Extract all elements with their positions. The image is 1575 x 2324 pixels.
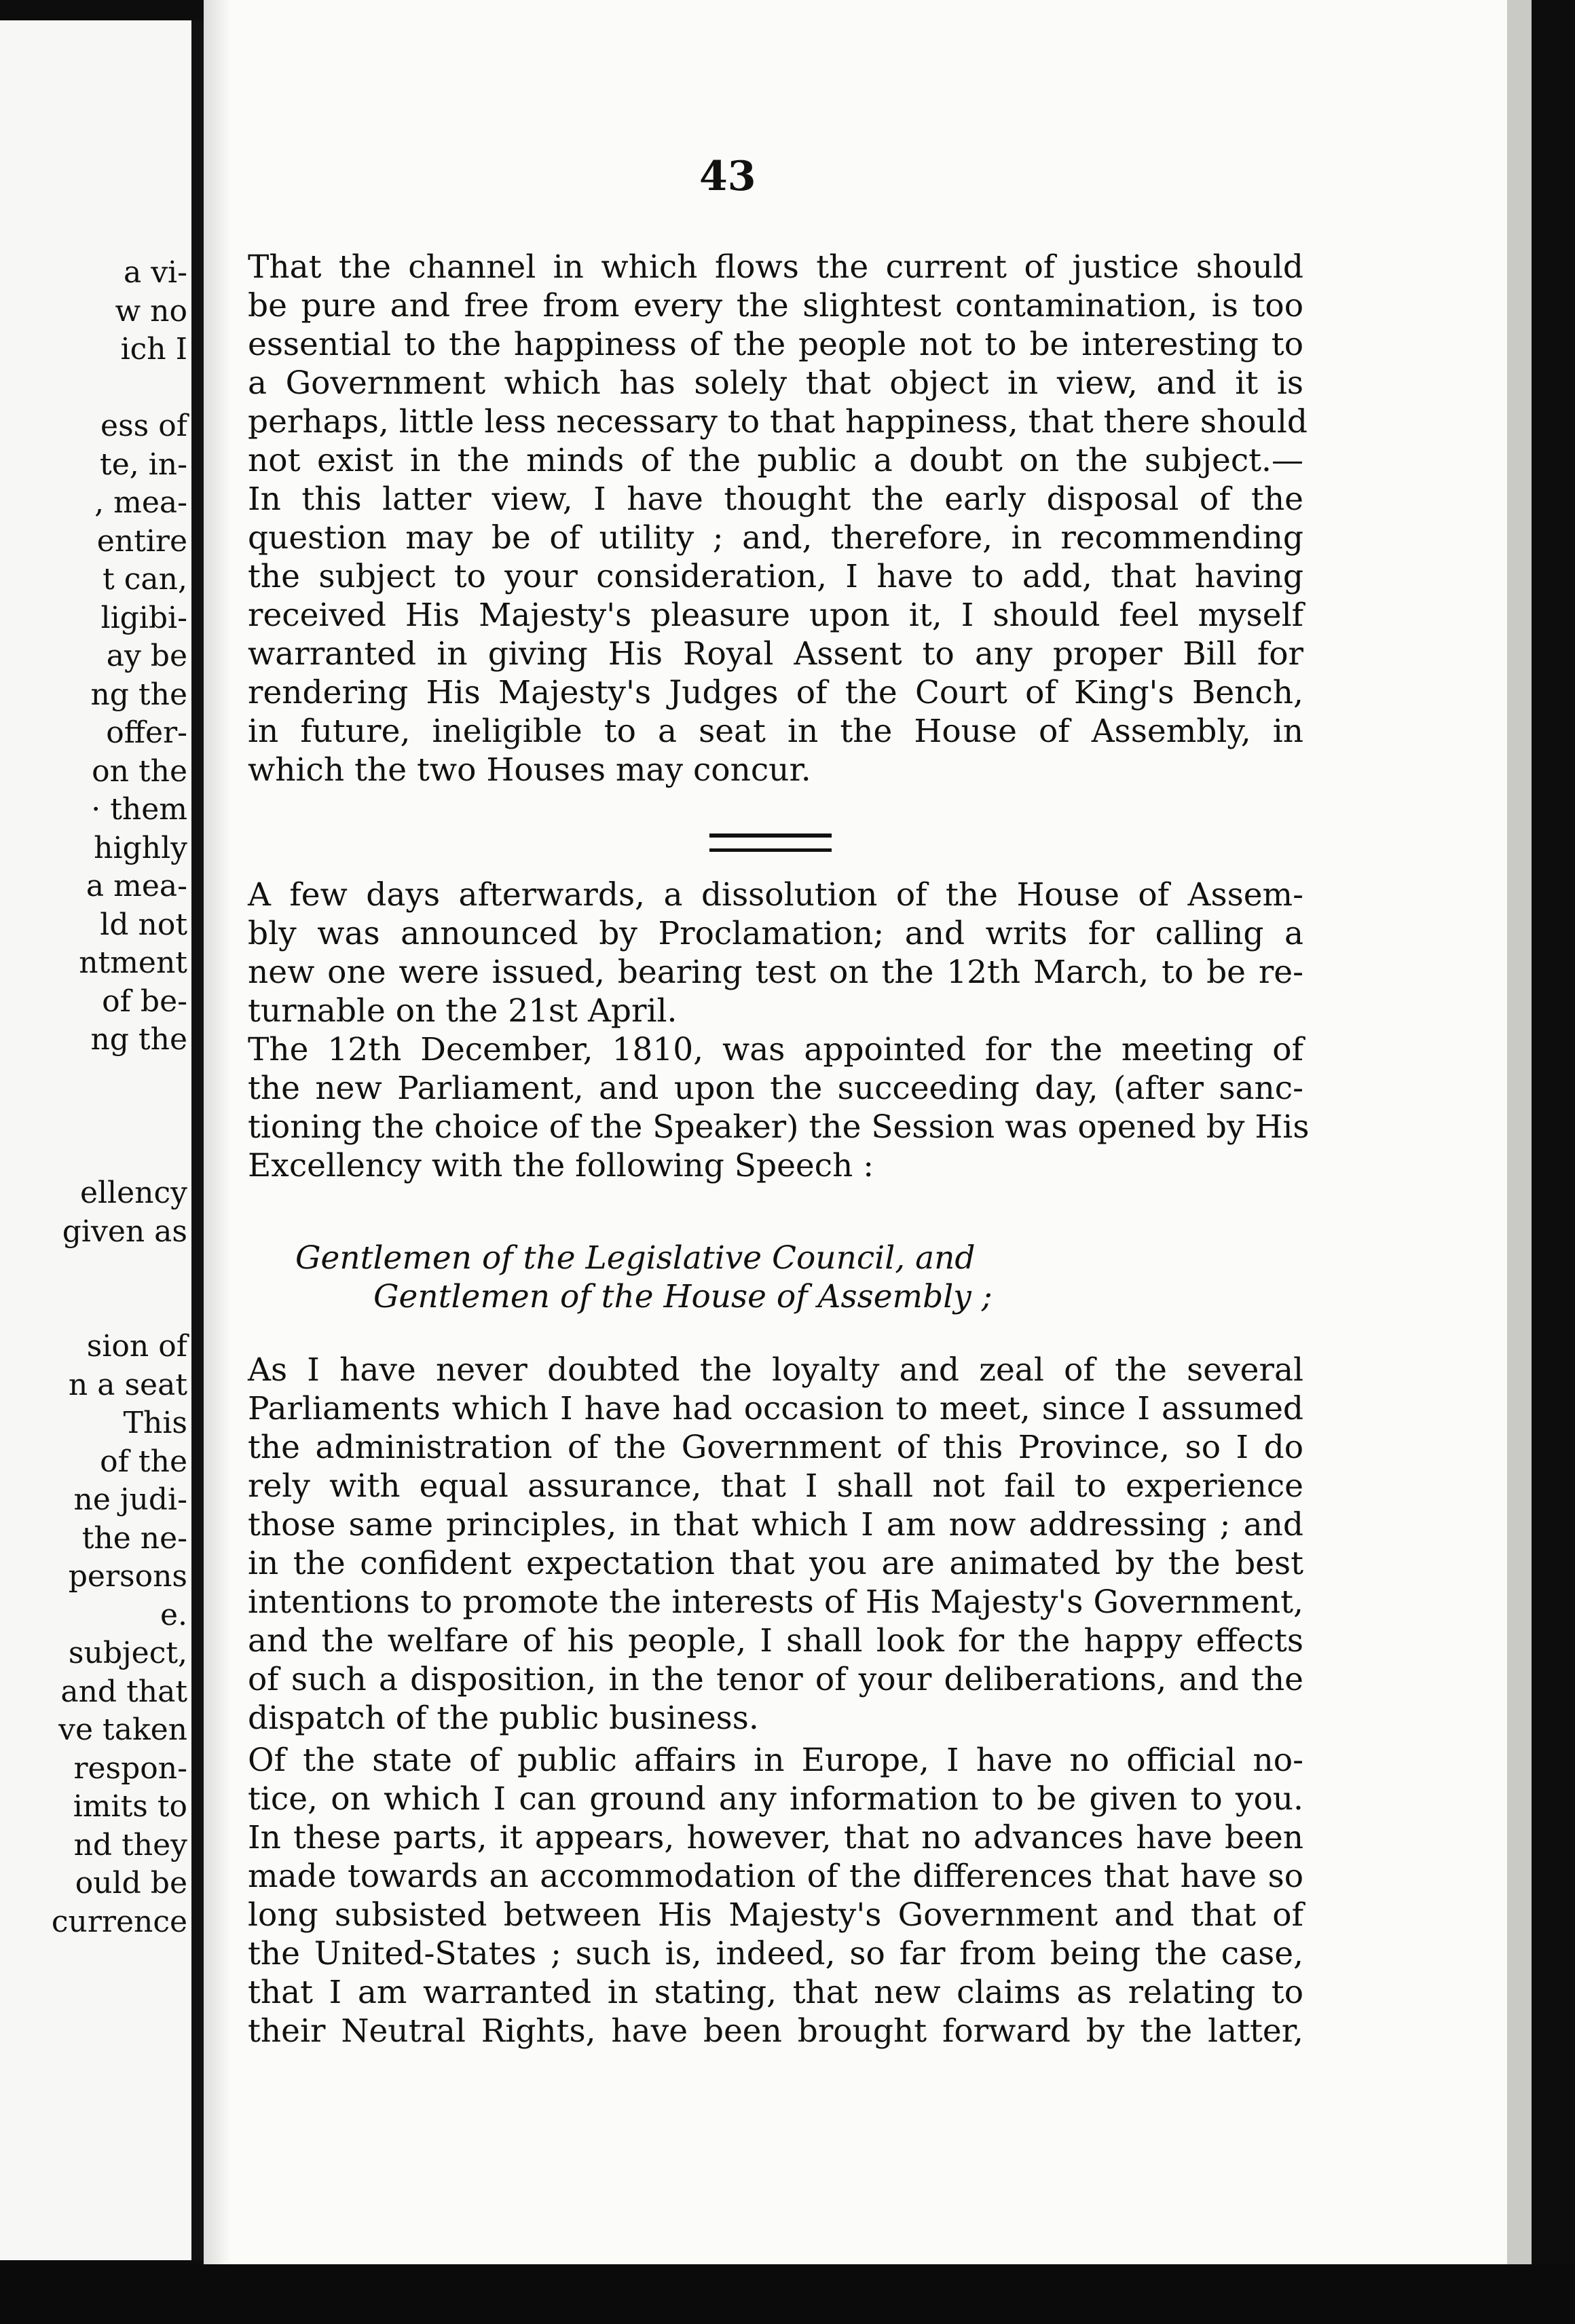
- speech-paragraph-europe-line: long subsisted between His Majesty's Government and that of: [248, 1896, 1303, 1934]
- speech-address-line: Gentlemen of the House of Assembly ;: [373, 1278, 993, 1315]
- speech-paragraph-europe-line: In these parts, it appears, however, that no advances have been: [248, 1819, 1303, 1856]
- left-page-line: ellency: [79, 1176, 187, 1210]
- speech-paragraph-loyalty-line: Parliaments which I have had occasion to meet, since I assumed: [248, 1390, 1303, 1427]
- paragraph-judges-line: a Government which has solely that object in view, and it is: [248, 364, 1303, 402]
- left-page-line: the ne-: [81, 1520, 187, 1556]
- left-page-line: imits to: [73, 1789, 187, 1824]
- paragraph-judges-line: be pure and free from every the slightest contamination, is too: [248, 287, 1303, 324]
- speech-paragraph-loyalty-line: intentions to promote the interests of His Majesty's Government,: [248, 1583, 1303, 1621]
- left-page-line: te, in-: [100, 447, 187, 482]
- paragraph-parliament-line: the new Parliament, and upon the succeeding day, (after sanc-: [248, 1070, 1303, 1107]
- paragraph-dissolution-line: new one were issued, bearing test on the 12th March, to be re-: [248, 954, 1303, 991]
- paragraph-dissolution-line: A few days afterwards, a dissolution of the House of Assem-: [248, 876, 1303, 914]
- speech-paragraph-europe-line: tice, on which I can ground any information to be given to you.: [248, 1780, 1303, 1818]
- left-page-line: ne judi-: [73, 1482, 187, 1517]
- left-page-line: respon-: [73, 1750, 187, 1786]
- left-page-line: highly: [94, 830, 187, 865]
- left-page-line: nd they: [73, 1827, 187, 1862]
- paragraph-judges-line: question may be of utility ; and, therefore, in recommending: [248, 519, 1303, 557]
- left-page-line: sion of: [86, 1329, 187, 1364]
- left-page-line: ay be: [106, 639, 187, 673]
- left-page-line: subject,: [68, 1636, 187, 1670]
- paragraph-judges-line: the subject to your consideration, I have to add, that having: [248, 558, 1303, 595]
- left-page-line: · them: [91, 792, 187, 827]
- left-page-line: ld not: [100, 907, 187, 942]
- paragraph-judges-line: received His Majesty's pleasure upon it, I should feel myself: [248, 597, 1303, 634]
- left-facing-page: [0, 20, 204, 2260]
- left-page-line: persons: [68, 1559, 187, 1594]
- paragraph-parliament-line: The 12th December, 1810, was appointed for the meeting of: [248, 1031, 1303, 1068]
- speech-paragraph-europe-line: made towards an accommodation of the differences that have so: [248, 1858, 1303, 1895]
- left-page-line: entire: [96, 523, 187, 559]
- speech-address-line: Gentlemen of the Legislative Council, and: [295, 1239, 976, 1277]
- left-page-line: offer-: [106, 715, 187, 750]
- spine-shadow: [204, 0, 231, 2264]
- paragraph-judges-line: which the two Houses may concur.: [248, 751, 811, 789]
- section-divider: [709, 833, 832, 852]
- speech-paragraph-europe-line: their Neutral Rights, have been brought forward by the latter,: [248, 2012, 1303, 2050]
- paragraph-judges-line: essential to the happiness of the people not to be interesting to: [248, 326, 1303, 363]
- paragraph-parliament-line: tioning the choice of the Speaker) the Session was opened by His: [248, 1108, 1310, 1146]
- left-page-line: of be-: [102, 983, 187, 1019]
- paragraph-judges-line: in future, ineligible to a seat in the House of Assembly, in: [248, 713, 1303, 750]
- left-page-line: n a seat: [68, 1367, 187, 1402]
- speech-paragraph-europe-line: that I am warranted in stating, that new claims as relating to: [248, 1974, 1303, 2011]
- speech-paragraph-europe-line: the United-States ; such is, indeed, so far from being the case,: [248, 1935, 1303, 1972]
- paragraph-parliament-line: Excellency with the following Speech :: [248, 1147, 874, 1184]
- left-page-line: of the: [100, 1444, 187, 1479]
- left-page-line: This: [123, 1406, 187, 1440]
- paragraph-judges-line: warranted in giving His Royal Assent to any proper Bill for: [248, 635, 1303, 673]
- left-page-line: a vi-: [123, 255, 187, 290]
- left-page-line: and that: [60, 1674, 187, 1709]
- left-page-line: ng the: [90, 1022, 187, 1057]
- speech-paragraph-loyalty-line: the administration of the Government of this Province, so I do: [248, 1429, 1303, 1466]
- left-page-line: e.: [160, 1597, 187, 1632]
- left-page-line: on the: [92, 753, 187, 789]
- paragraph-dissolution-line: turnable on the 21st April.: [248, 992, 678, 1030]
- page-number: 43: [699, 153, 756, 200]
- speech-paragraph-loyalty-line: of such a disposition, in the tenor of your deliberations, and the: [248, 1661, 1303, 1698]
- left-page-line: given as: [62, 1214, 187, 1249]
- paragraph-judges-line: That the channel in which flows the current of justice should: [248, 248, 1303, 286]
- paragraph-judges-line: rendering His Majesty's Judges of the Court of King's Bench,: [248, 674, 1303, 711]
- scan-bottom-edge: [0, 2264, 1575, 2324]
- left-page-line: ligibi-: [100, 600, 187, 635]
- speech-paragraph-loyalty-line: As I have never doubted the loyalty and zeal of the several: [248, 1351, 1303, 1389]
- paragraph-judges-line: not exist in the minds of the public a doubt on the subject.—: [248, 442, 1303, 479]
- left-page-line: ich I: [120, 332, 187, 367]
- speech-paragraph-loyalty-line: dispatch of the public business.: [248, 1700, 759, 1737]
- speech-paragraph-loyalty-line: and the welfare of his people, I shall look for the happy effects: [248, 1622, 1303, 1660]
- left-page-line: ve taken: [58, 1712, 187, 1747]
- left-page-line: ng the: [90, 677, 187, 712]
- left-page-line: t can,: [103, 562, 187, 597]
- paragraph-judges-line: perhaps, little less necessary to that happiness, that there should: [248, 403, 1308, 441]
- speech-paragraph-loyalty-line: those same principles, in that which I am now addressing ; and: [248, 1506, 1303, 1543]
- paragraph-judges-line: In this latter view, I have thought the early disposal of the: [248, 481, 1303, 518]
- paragraph-dissolution-line: bly was announced by Proclamation; and writs for calling a: [248, 915, 1303, 952]
- left-page-line: , mea-: [94, 485, 187, 520]
- left-page-line: a mea-: [86, 869, 187, 903]
- speech-paragraph-loyalty-line: rely with equal assurance, that I shall not fail to experience: [248, 1467, 1303, 1505]
- left-page-line: ntment: [79, 945, 187, 980]
- left-page-line: ould be: [75, 1866, 187, 1900]
- left-page-line: currence: [51, 1904, 187, 1939]
- speech-paragraph-europe-line: Of the state of public affairs in Europe, I have no official no-: [248, 1742, 1303, 1779]
- left-page-line: w no: [115, 293, 187, 329]
- left-page-line: ess of: [100, 409, 187, 443]
- speech-paragraph-loyalty-line: in the confident expectation that you are animated by the best: [248, 1545, 1303, 1582]
